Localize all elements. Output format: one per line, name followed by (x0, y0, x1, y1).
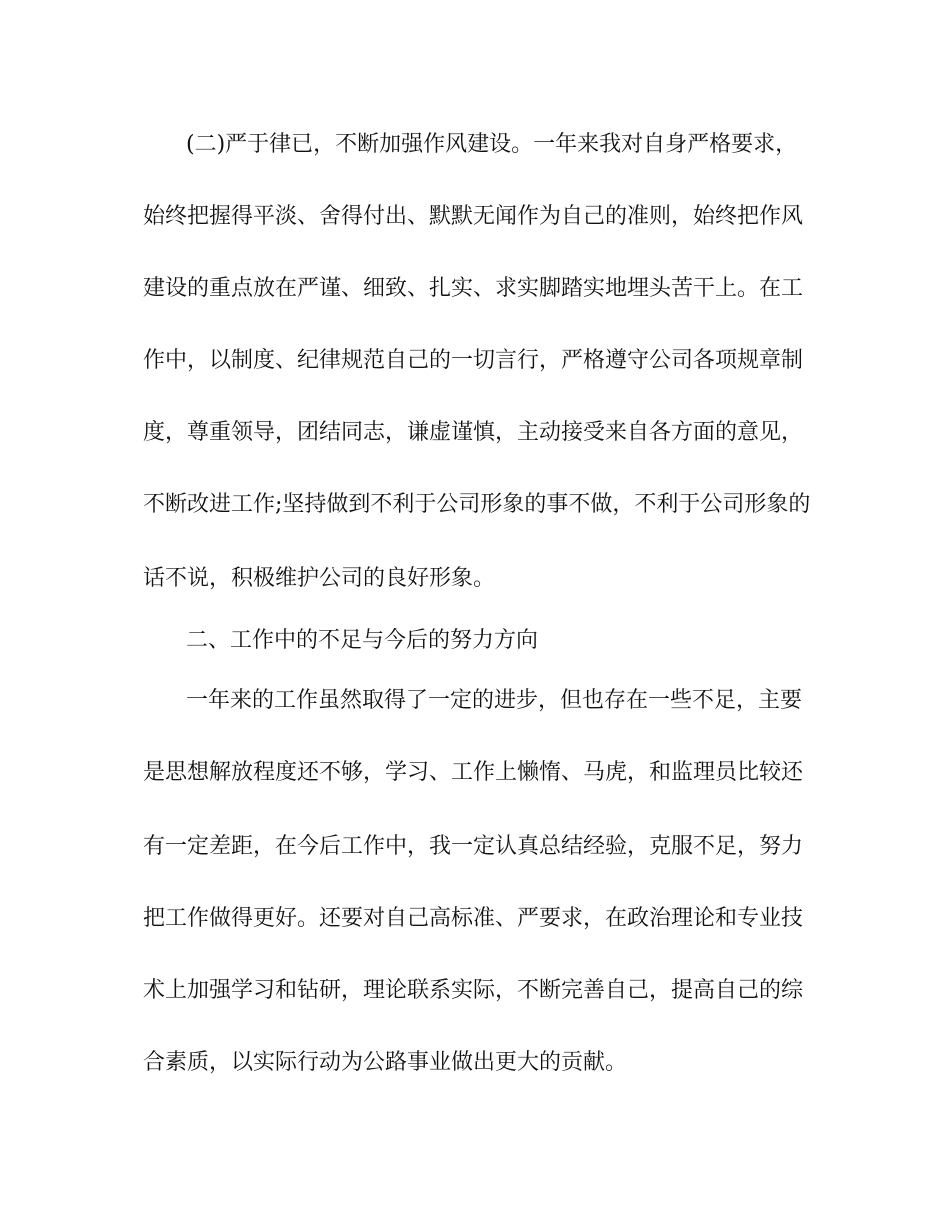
paragraph-line: 有一定差距，在今后工作中，我一定认真总结经验，克服不足，努力 (143, 834, 804, 859)
paragraph-line: 作中，以制度、纪律规范自己的一切言行，严格遵守公司各项规章制 (143, 348, 804, 373)
paragraph-line: 是思想解放程度还不够，学习、工作上懒惰、马虎，和监理员比较还 (143, 760, 804, 785)
paragraph-line: 始终把握得平淡、舍得付出、默默无闻作为自己的准则，始终把作风 (143, 204, 804, 229)
paragraph-line: (二)严于律已，不断加强作风建设。一年来我对自身严格要求， (186, 132, 798, 157)
paragraph-line: 度，尊重领导，团结同志，谦虚谨慎，主动接受来自各方面的意见， (143, 420, 804, 445)
paragraph-line: 话不说，积极维护公司的良好形象。 (143, 566, 496, 591)
paragraph-line: 一年来的工作虽然取得了一定的进步，但也存在一些不足，主要 (186, 688, 803, 713)
paragraph-line: 把工作做得更好。还要对自己高标准、严要求，在政治理论和专业技 (143, 906, 804, 931)
paragraph-line: 合素质，以实际行动为公路事业做出更大的贡献。 (143, 1050, 628, 1075)
paragraph-line: 不断改进工作;坚持做到不利于公司形象的事不做，不利于公司形象的 (143, 492, 811, 517)
paragraph-line: 术上加强学习和钻研，理论联系实际，不断完善自己，提高自己的综 (143, 978, 804, 1003)
paragraph-line: 建设的重点放在严谨、细致、扎实、求实脚踏实地埋头苦干上。在工 (143, 276, 804, 301)
section-heading: 二、工作中的不足与今后的努力方向 (186, 628, 539, 653)
